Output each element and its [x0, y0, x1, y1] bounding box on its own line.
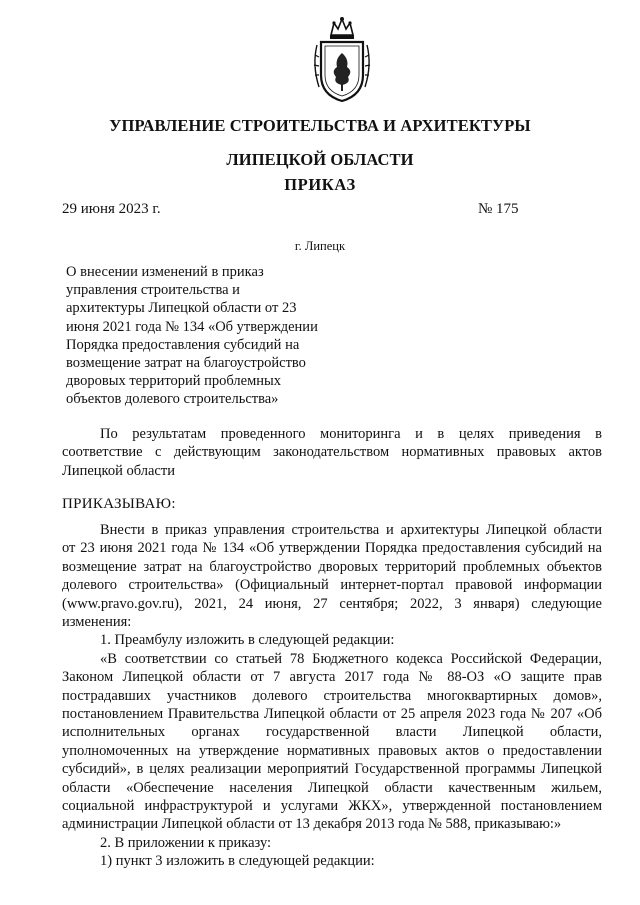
- order-word: ПРИКАЗЫВАЮ:: [62, 496, 176, 512]
- subject-line: архитектуры Липецкой области от 23: [66, 300, 297, 317]
- body-line: исполнительных органах государственной власти Липецкой области,: [62, 724, 602, 741]
- body-line: 2. В приложении к приказу:: [100, 834, 272, 851]
- subject-line: управления строительства и: [66, 282, 240, 299]
- document-date: 29 июня 2023 г.: [62, 201, 161, 217]
- body-line: администрации Липецкой области от 13 декабря 2013 года № 588, приказываю:»: [62, 816, 562, 833]
- body-line: постановлением Правительства Липецкой области от 25 апреля 2023 года № 207 «Об: [62, 706, 602, 723]
- body-line: 1. Преамбулу изложить в следующей редакции:: [100, 632, 395, 649]
- organization-name-line1: УПРАВЛЕНИЕ СТРОИТЕЛЬСТВА И АРХИТЕКТУРЫ: [109, 116, 531, 135]
- body-line: от 23 июня 2021 года № 134 «Об утверждении Порядка предоставления субсидий на: [62, 540, 602, 557]
- subject-line: О внесении изменений в приказ: [66, 264, 264, 280]
- body-line: долевого строительства» (Официальный интернет-портал правовой информации: [62, 577, 602, 594]
- body-line: возмещение затрат на благоустройство дворовых территорий проблемных объектов: [62, 558, 602, 575]
- body-line: области «Обеспечение населения Липецкой области качественным жильем,: [62, 779, 602, 796]
- subject-line: июня 2021 года № 134 «Об утверждении: [66, 318, 318, 335]
- document-subject: [66, 263, 366, 409]
- preamble-line: По результатам проведенного мониторинга и в целях приведения в: [100, 426, 602, 442]
- main-body: [62, 521, 602, 871]
- preamble-line: Липецкой области: [62, 462, 175, 479]
- document-city: г. Липецк: [294, 239, 346, 253]
- body-line: (www.pravo.gov.ru), 2021, 24 июня, 27 сентября; 2022, 3 января) следующие: [62, 595, 602, 612]
- body-line: изменения:: [62, 614, 132, 631]
- body-line: Внести в приказ управления строительства и архитектуры Липецкой области: [100, 522, 602, 538]
- subject-line: дворовых территорий проблемных: [66, 373, 282, 390]
- body-line: пострадавших участников долевого строительства многоквартирных домов»,: [62, 687, 602, 704]
- coat-of-arms-icon: [309, 15, 375, 105]
- organization-name-line2: ЛИПЕЦКОЙ ОБЛАСТИ: [226, 150, 414, 169]
- document-number: № 175: [478, 201, 519, 217]
- body-line: «В соответствии со статьей 78 Бюджетного кодекса Российской Федерации,: [100, 650, 602, 667]
- subject-line: объектов долевого строительства»: [66, 391, 279, 408]
- body-line: 1) пункт 3 изложить в следующей редакции:: [100, 853, 375, 870]
- body-line: субсидий», в целях реализации мероприятий Государственной программы Липецкой: [62, 761, 602, 778]
- body-line: социальной инфраструктурой и услугами ЖКХ», утвержденной постановлением: [62, 798, 602, 815]
- document-type: ПРИКАЗ: [284, 175, 356, 194]
- preamble-line: соответствие с действующим законодательством нормативных правовых актов: [62, 444, 602, 461]
- subject-line: возмещение затрат на благоустройство: [66, 355, 306, 372]
- preamble-paragraph: [62, 425, 602, 480]
- body-line: уполномоченных на утверждение нормативных правовых актов о предоставлении: [62, 742, 602, 759]
- body-line: Законом Липецкой области от 7 августа 2017 года № 88-ОЗ «О защите прав: [62, 669, 602, 686]
- subject-line: Порядка предоставления субсидий на: [66, 336, 300, 353]
